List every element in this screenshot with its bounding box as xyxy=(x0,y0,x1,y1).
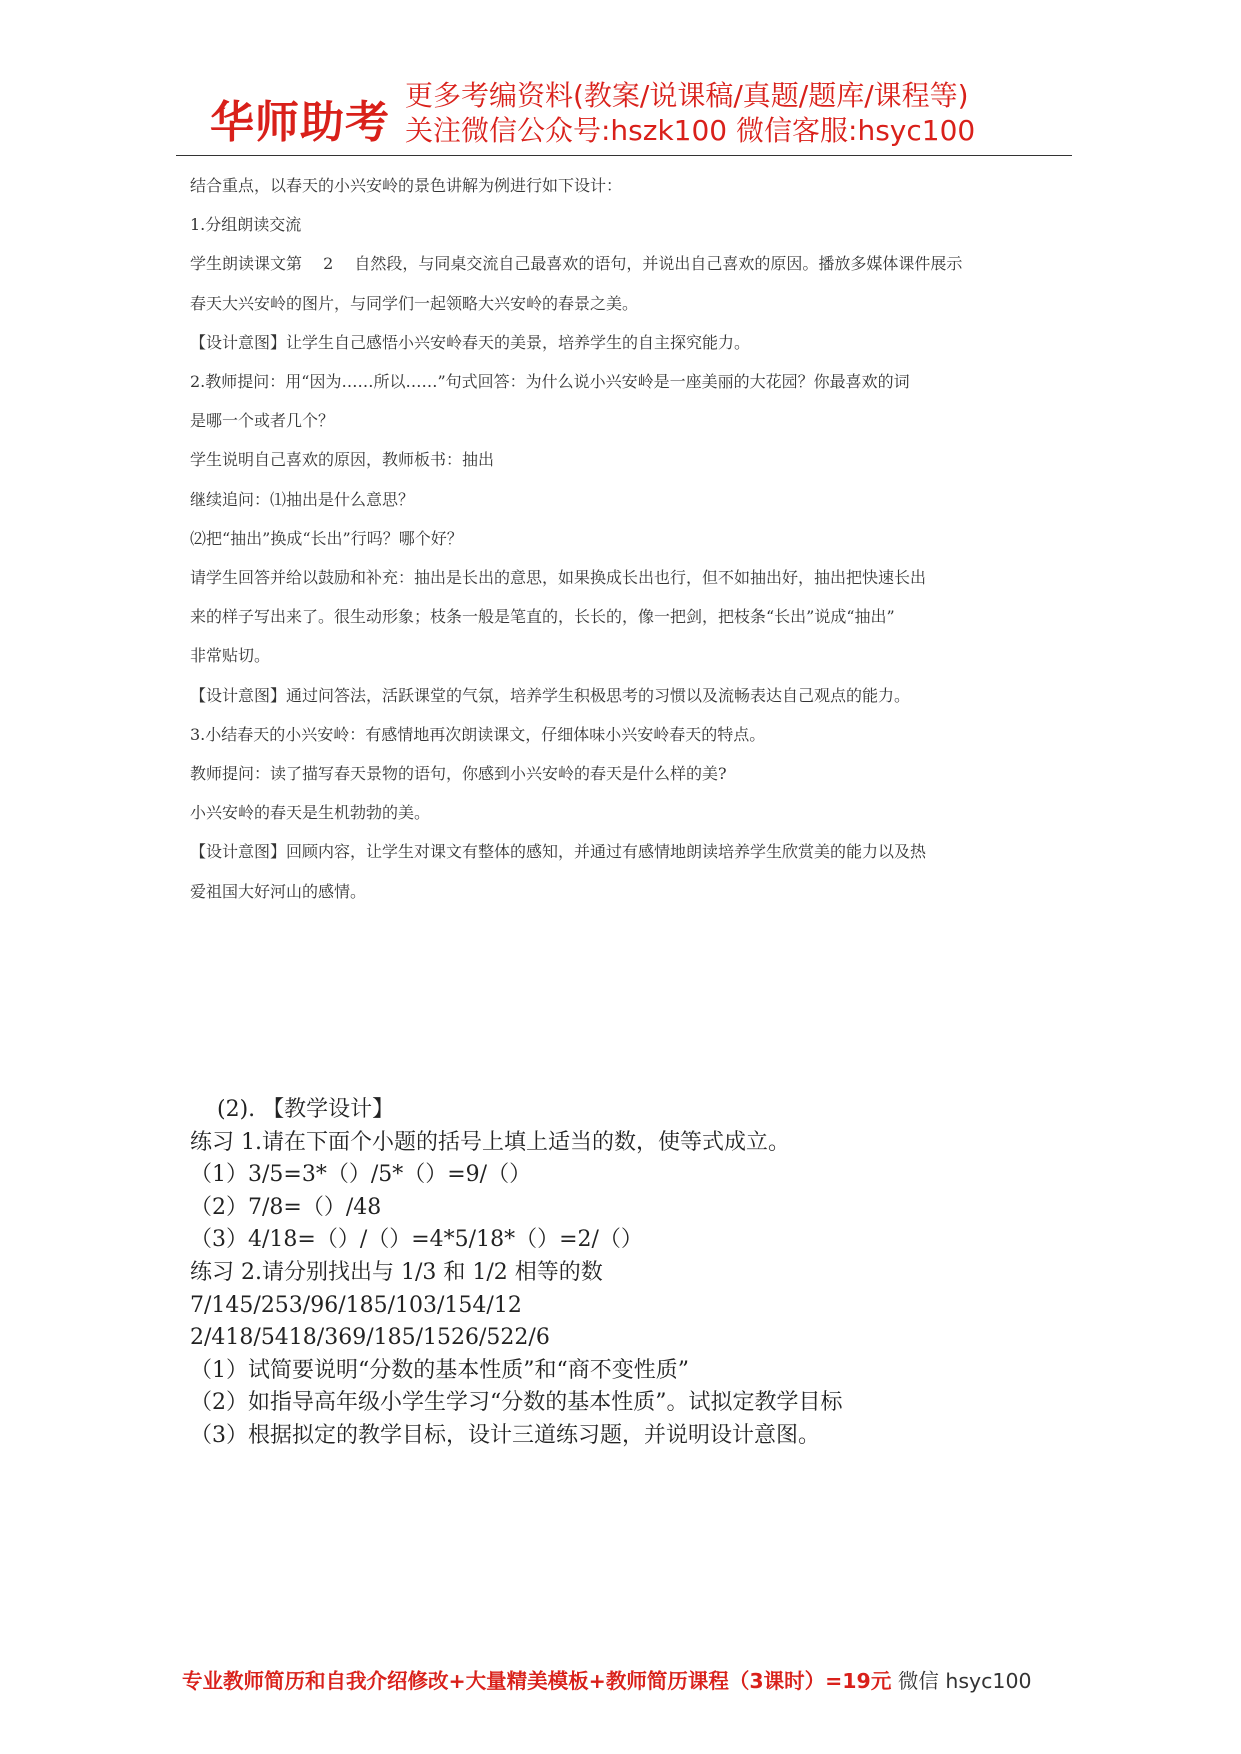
exercise-line: （2）如指导高年级小学生学习“分数的基本性质”。试拟定教学目标 xyxy=(190,1390,843,1416)
footer-promo xyxy=(182,1664,1082,1694)
brand-logo-text: 华师助考 xyxy=(210,97,390,148)
exercise-line: （2）7/8=（）/48 xyxy=(190,1194,382,1220)
paragraph-line: 小兴安岭的春天是生机勃勃的美。 xyxy=(190,803,431,823)
header-banner xyxy=(210,78,1070,150)
exercise-line: （3）根据拟定的教学目标，设计三道练习题，并说明设计意图。 xyxy=(190,1422,820,1448)
paragraph-line: ⑵把“抽出”换成“长出”行吗？哪个好？ xyxy=(190,528,463,548)
exercise-line: 2/418/5418/369/185/1526/522/6 xyxy=(190,1325,550,1351)
paragraph-line: 教师提问：读了描写春天景物的语句，你感到小兴安岭的春天是什么样的美? xyxy=(190,764,727,784)
paragraph-line: 【设计意图】回顾内容，让学生对课文有整体的感知，并通过有感情地朗读培养学生欣赏美的能力以及热 xyxy=(190,842,927,862)
exercise-line: 练习 1.请在下面个小题的括号上填上适当的数，使等式成立。 xyxy=(190,1129,790,1155)
paragraph-line: 是哪一个或者几个？ xyxy=(190,411,335,431)
footer-promo-text: 专业教师简历和自我介绍修改+大量精美模板+教师简历课程（3课时）=19元 xyxy=(182,1669,892,1693)
paragraph-line: 【设计意图】让学生自己感悟小兴安岭春天的美景，培养学生的自主探究能力。 xyxy=(190,332,751,352)
paragraph-line: 爱祖国大好河山的感情。 xyxy=(190,881,367,901)
section-heading: (2). 【教学设计】 xyxy=(217,1097,395,1122)
exercise-line: （1）试简要说明“分数的基本性质”和“商不变性质” xyxy=(190,1357,689,1383)
paragraph-line: 2.教师提问：用“因为……所以……”句式回答：为什么说小兴安岭是一座美丽的大花园？你最喜欢的词 xyxy=(190,372,910,392)
header-tagline xyxy=(405,78,975,148)
footer-contact: 微信 hsyc100 xyxy=(891,1669,1032,1693)
paragraph-line: 非常贴切。 xyxy=(190,646,271,666)
paragraph-line: 继续追问：⑴抽出是什么意思？ xyxy=(190,489,415,509)
exercise-line: 7/145/253/96/185/103/154/12 xyxy=(190,1292,522,1318)
paragraph-line: 结合重点，以春天的小兴安岭的景色讲解为例进行如下设计： xyxy=(190,176,623,195)
paragraph-line: 3.小结春天的小兴安岭：有感情地再次朗读课文，仔细体味小兴安岭春天的特点。 xyxy=(190,724,766,744)
exercise-line: 练习 2.请分别找出与 1/3 和 1/2 相等的数 xyxy=(190,1259,603,1285)
header-divider xyxy=(176,155,1072,156)
paragraph-line: 学生朗读课文第 2 自然段，与同桌交流自己最喜欢的语句，并说出自己喜欢的原因。播放多媒体课件展示 xyxy=(190,254,963,274)
tagline-line-2: 关注微信公众号:hszk100 微信客服:hsyc100 xyxy=(405,114,976,147)
paragraph-line: 请学生回答并给以鼓励和补充：抽出是长出的意思，如果换成长出也行，但不如抽出好，抽出把快速长出 xyxy=(190,568,927,588)
paragraph-line: 【设计意图】通过问答法，活跃课堂的气氛，培养学生积极思考的习惯以及流畅表达自己观点的能力。 xyxy=(190,685,911,705)
exercise-line: （1）3/5=3*（）/5*（）=9/（） xyxy=(190,1162,532,1188)
paragraph-line: 来的样子写出来了。很生动形象；枝条一般是笔直的，长长的，像一把剑，把枝条“长出”说成“抽出” xyxy=(190,607,895,627)
lesson-design-section xyxy=(190,166,1070,911)
tagline-line-1: 更多考编资料(教案/说课稿/真题/题库/课程等) xyxy=(405,79,969,112)
paragraph-line: 1.分组朗读交流 xyxy=(190,215,302,235)
exercise-line: （3）4/18=（）/（）=4*5/18*（）=2/（） xyxy=(190,1227,643,1253)
paragraph-line: 春天大兴安岭的图片，与同学们一起领略大兴安岭的春景之美。 xyxy=(190,293,639,313)
paragraph-line: 学生说明自己喜欢的原因，教师板书：抽出 xyxy=(190,450,495,470)
math-exercise-section xyxy=(190,1094,1070,1453)
